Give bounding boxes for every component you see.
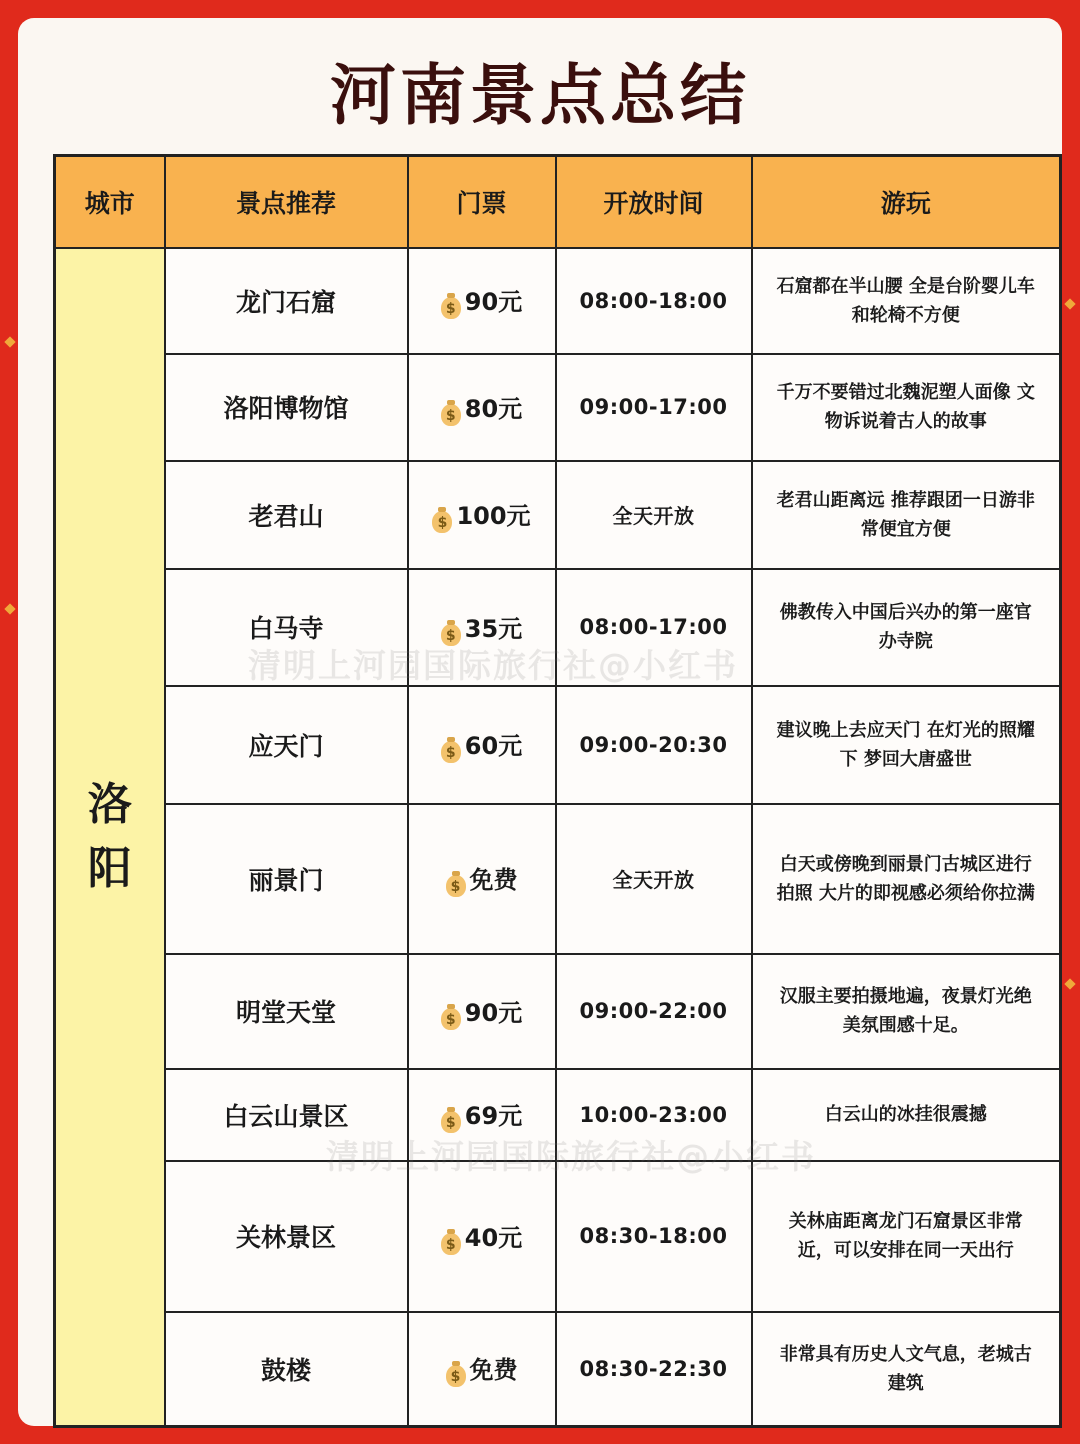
- header-row: [55, 156, 1061, 248]
- ticket-cell: [408, 1161, 556, 1312]
- opening-hours: 10:00-23:00: [556, 1069, 752, 1161]
- ticket-price: 40元: [464, 1223, 523, 1252]
- play-tip: 白云山的冰挂很震撼: [752, 1069, 1061, 1161]
- ticket-price: 免费: [469, 866, 518, 894]
- table-row: [55, 569, 1061, 686]
- table-row: [55, 954, 1061, 1069]
- ticket-price: 69元: [464, 1102, 523, 1130]
- ticket-cell: [408, 686, 556, 804]
- city-cell: [55, 248, 165, 1427]
- play-tip: 非常具有历史人文气息，老城古建筑: [752, 1312, 1061, 1427]
- play-tip: 白天或傍晚到丽景门古城区进行拍照 大片的即视感必须给你拉满: [752, 804, 1061, 954]
- money-bag-icon: $: [441, 1111, 461, 1133]
- ticket-cell: [408, 954, 556, 1069]
- table-row: [55, 804, 1061, 954]
- spot-name: 应天门: [165, 686, 408, 804]
- money-bag-icon: $: [441, 297, 461, 319]
- play-tip: 千万不要错过北魏泥塑人面像 文物诉说着古人的故事: [752, 354, 1061, 461]
- opening-hours: 09:00-20:30: [556, 686, 752, 804]
- spot-name: 老君山: [165, 461, 408, 569]
- opening-hours: 08:30-18:00: [556, 1161, 752, 1312]
- ticket-price: 35元: [464, 614, 523, 643]
- header-ticket: 门票: [408, 156, 556, 248]
- header-city: 城市: [55, 156, 165, 248]
- play-tip: 佛教传入中国后兴办的第一座官办寺院: [752, 569, 1061, 686]
- spot-name: 白马寺: [165, 569, 408, 686]
- opening-hours: 08:00-18:00: [556, 248, 752, 354]
- play-tip: 石窟都在半山腰 全是台阶婴儿车和轮椅不方便: [752, 248, 1061, 354]
- money-bag-icon: $: [441, 1008, 461, 1030]
- money-bag-icon: $: [441, 624, 461, 646]
- spot-name: 关林景区: [165, 1161, 408, 1312]
- opening-hours: 全天开放: [556, 461, 752, 569]
- attractions-table: [53, 154, 1062, 1428]
- ticket-cell: [408, 1312, 556, 1427]
- ticket-cell: [408, 1069, 556, 1161]
- money-bag-icon: $: [441, 741, 461, 763]
- decorative-diamond-icon: [4, 603, 15, 614]
- opening-hours: 08:30-22:30: [556, 1312, 752, 1427]
- spot-name: 鼓楼: [165, 1312, 408, 1427]
- table-row: [55, 461, 1061, 569]
- city-name-line2: 阳: [87, 842, 132, 894]
- play-tip: 关林庙距离龙门石窟景区非常近，可以安排在同一天出行: [752, 1161, 1061, 1312]
- opening-hours: 09:00-17:00: [556, 354, 752, 461]
- money-bag-icon: $: [441, 1233, 461, 1255]
- ticket-price: 90元: [464, 998, 523, 1027]
- decorative-diamond-icon: [1064, 978, 1075, 989]
- ticket-price: 100元: [456, 502, 531, 530]
- ticket-price: 80元: [464, 394, 523, 423]
- opening-hours: 08:00-17:00: [556, 569, 752, 686]
- money-bag-icon: $: [441, 404, 461, 426]
- ticket-price: 60元: [464, 732, 523, 760]
- spot-name: 明堂天堂: [165, 954, 408, 1069]
- ticket-cell: [408, 248, 556, 354]
- ticket-cell: [408, 569, 556, 686]
- ticket-price: 90元: [464, 288, 523, 316]
- money-bag-icon: $: [432, 511, 452, 533]
- table-row: [55, 1069, 1061, 1161]
- play-tip: 汉服主要拍摄地遍，夜景灯光绝美氛围感十足。: [752, 954, 1061, 1069]
- spot-name: 洛阳博物馆: [165, 354, 408, 461]
- decorative-diamond-icon: [1064, 298, 1075, 309]
- opening-hours: 全天开放: [556, 804, 752, 954]
- poster-card: [18, 18, 1062, 1426]
- header-hours: 开放时间: [556, 156, 752, 248]
- opening-hours: 09:00-22:00: [556, 954, 752, 1069]
- spot-name: 丽景门: [165, 804, 408, 954]
- table-row: [55, 248, 1061, 354]
- play-tip: 建议晚上去应天门 在灯光的照耀下 梦回大唐盛世: [752, 686, 1061, 804]
- city-name-line1: 洛: [87, 778, 132, 830]
- play-tip: 老君山距离远 推荐跟团一日游非常便宜方便: [752, 461, 1061, 569]
- spot-name: 龙门石窟: [165, 248, 408, 354]
- header-play: 游玩: [752, 156, 1061, 248]
- page-title: 河南景点总结: [330, 57, 750, 134]
- table-row: [55, 1161, 1061, 1312]
- decorative-diamond-icon: [4, 336, 15, 347]
- ticket-cell: [408, 804, 556, 954]
- table-row: [55, 1312, 1061, 1427]
- ticket-cell: [408, 461, 556, 569]
- money-bag-icon: $: [446, 1365, 466, 1387]
- ticket-cell: [408, 354, 556, 461]
- money-bag-icon: $: [446, 875, 466, 897]
- ticket-price: 免费: [469, 1356, 518, 1385]
- header-spot: 景点推荐: [165, 156, 408, 248]
- table-row: [55, 354, 1061, 461]
- spot-name: 白云山景区: [165, 1069, 408, 1161]
- table-row: [55, 686, 1061, 804]
